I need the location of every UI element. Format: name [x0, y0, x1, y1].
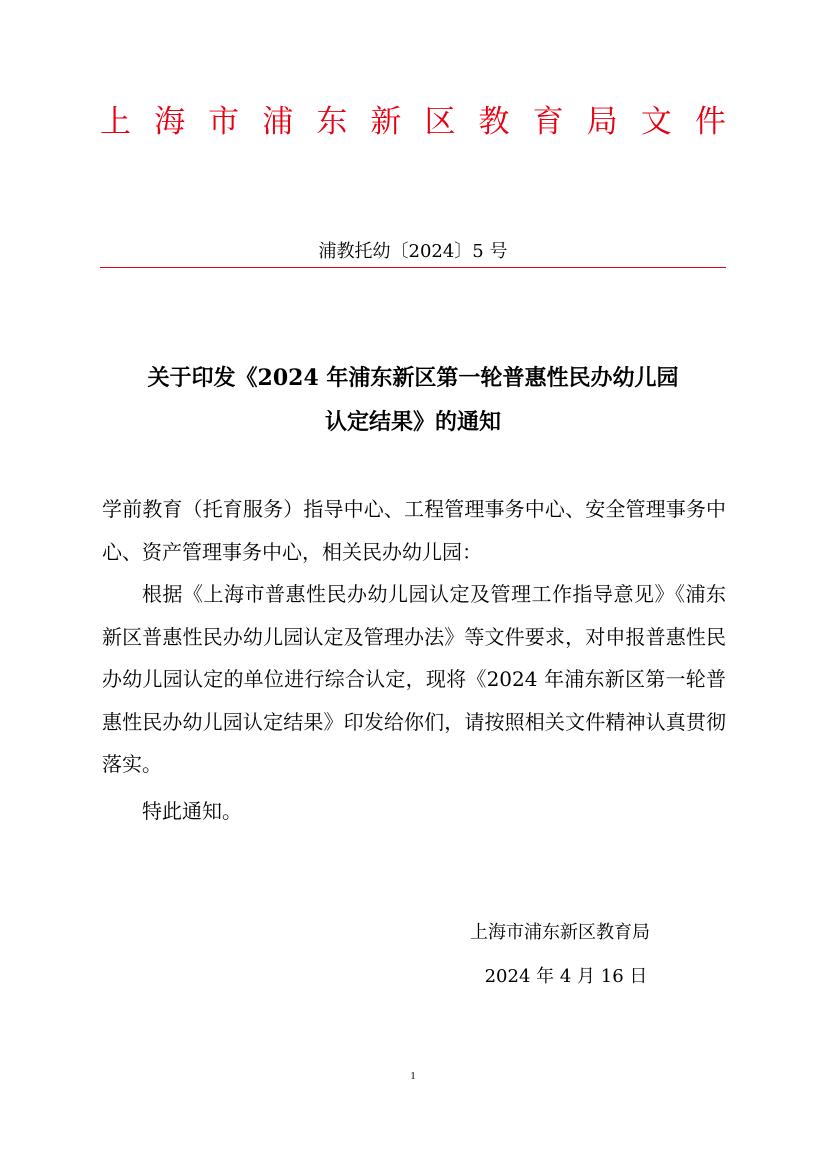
letterhead-char: 浦 — [262, 104, 294, 140]
letterhead-char: 新 — [370, 104, 402, 140]
letterhead-char: 文 — [640, 104, 672, 140]
document-number: 浦教托幼〔2024〕5 号 — [318, 241, 508, 262]
main-paragraph: 根据《上海市普惠性民办幼儿园认定及管理工作指导意见》《浦东新区普惠性民办幼儿园认定及管理办法》等文件要求，对申报普惠性民办幼儿园认定的单位进行综合认定，现将《2024 年浦东新区第一轮普惠性民办幼儿园认定结果》印发给你们，请按照相关文件精神认真贯彻落实。 — [102, 582, 726, 776]
letterhead-char: 教 — [478, 104, 510, 140]
issuing-authority: 上海市浦东新区教育局 — [470, 922, 650, 943]
closing-paragraph: 特此通知。 — [142, 798, 242, 823]
addressee-paragraph: 学前教育（托育服务）指导中心、工程管理事务中心、安全管理事务中心、资产管理事务中心，相关民办幼儿园： — [102, 497, 726, 564]
letterhead-char: 件 — [694, 104, 726, 140]
letterhead-char: 上 — [100, 104, 131, 140]
letterhead-char: 东 — [316, 104, 348, 140]
letterhead-char: 局 — [586, 104, 618, 140]
document-title-line: 关于印发《2024 年浦东新区第一轮普惠性民办幼儿园 — [147, 365, 679, 391]
letterhead-char: 育 — [532, 104, 564, 140]
red-divider-line — [100, 267, 726, 268]
document-title — [100, 356, 726, 444]
letterhead-title — [100, 98, 726, 146]
letterhead-char: 区 — [424, 104, 456, 140]
issue-date: 2024 年 4 月 16 日 — [484, 966, 648, 987]
letterhead-char: 市 — [208, 104, 240, 140]
document-body — [102, 488, 726, 832]
page-number: 1 — [410, 1070, 416, 1082]
letterhead-char: 海 — [154, 104, 186, 140]
document-title-line: 认定结果》的通知 — [324, 409, 501, 435]
